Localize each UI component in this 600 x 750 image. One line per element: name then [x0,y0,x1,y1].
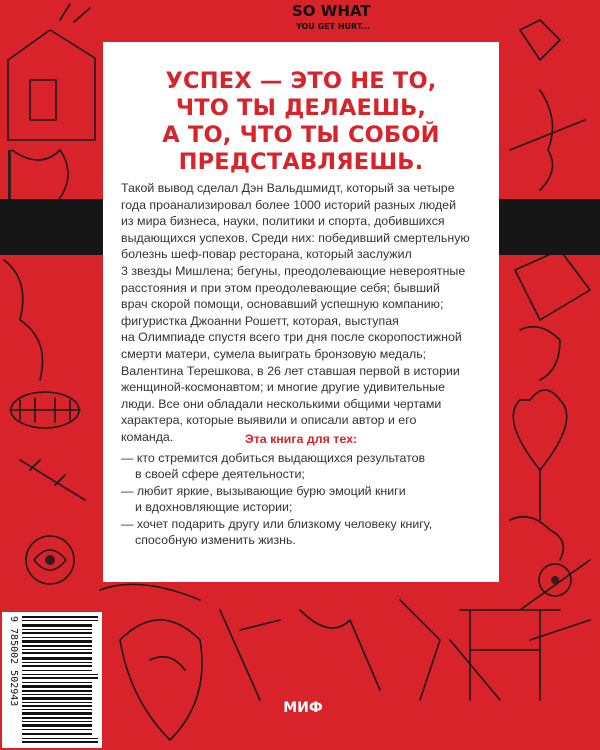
barcode-bars [22,616,98,744]
audience-list [121,450,491,548]
description-line: женщиной-космонавтом; и многие другие удивительные [121,380,445,395]
so-what-sticker [290,0,390,36]
description-line: выдающихся успехов. Среди них: победивший смертельную [121,230,470,245]
description-panel [103,42,499,582]
description-line: фигуристка Джоанни Рошетт, которая, выступая [121,313,399,328]
headline-line: УСПЕХ — ЭТО НЕ ТО, [165,68,437,94]
headline [103,68,499,176]
description-line: команда. [121,429,174,444]
description-line: на Олимпиаде спустя всего три дня после скоропостижной [121,330,462,345]
isbn-digits: 9 785002 502943 [8,616,19,707]
audience-title: Эта книга для тех: [244,432,358,446]
description-line: Такой вывод сделал Дэн Вальдшмидт, который за четыре [121,181,455,195]
description-line: врач скорой помощи, основавший успешную компанию; [121,297,444,312]
headline-line: ПРЕДСТАВЛЯЕШЬ. [178,149,424,175]
description-line: расстояния и при этом преодолевающие себя; бывший [121,280,440,295]
headline-line: А ТО, ЧТО ТЫ СОБОЙ [162,122,440,148]
description-line: 3 звезды Мишлена; бегуны, преодолевающие невероятные [121,263,466,278]
description-line: Валентина Терешкова, в 26 лет ставшая первой в истории [121,363,460,378]
audience-line: — кто стремится добиться выдающихся результатов [121,451,426,465]
audience-line: способную изменить жизнь. [135,533,296,548]
description-line: люди. Все они обладали несколькими общими чертами [121,396,442,411]
audience-line: — любит яркие, вызывающие бурю эмоций книги [121,483,406,498]
description-line: года проанализировал более 1000 историй разных людей [121,197,456,212]
audience-line: в своей сфере деятельности; [135,467,305,482]
description-line: смерти матери, сумела выиграть бронзовую медаль; [121,346,427,361]
headline-line: ЧТО ТЫ ДЕЛАЕШЬ, [175,95,427,121]
description-text [121,180,483,446]
publisher-logo: МИФ [283,700,323,716]
audience-line: — хочет подарить другу или близкому человеку книгу, [121,516,433,531]
sticker-line-2: YOU GET HURT... [296,22,371,31]
audience-line: и вдохновляющие истории; [135,500,293,515]
description-line: из мира бизнеса, науки, политики и спорта, добившихся [121,214,445,229]
description-line: характера, которые выявили и описали автор и его [121,413,417,428]
isbn-barcode [2,612,102,748]
sticker-line-1: SO WHAT [292,2,371,20]
description-line: болезнь шеф-повар ресторана, который заслужил [121,247,412,262]
isbn-number [8,616,20,744]
